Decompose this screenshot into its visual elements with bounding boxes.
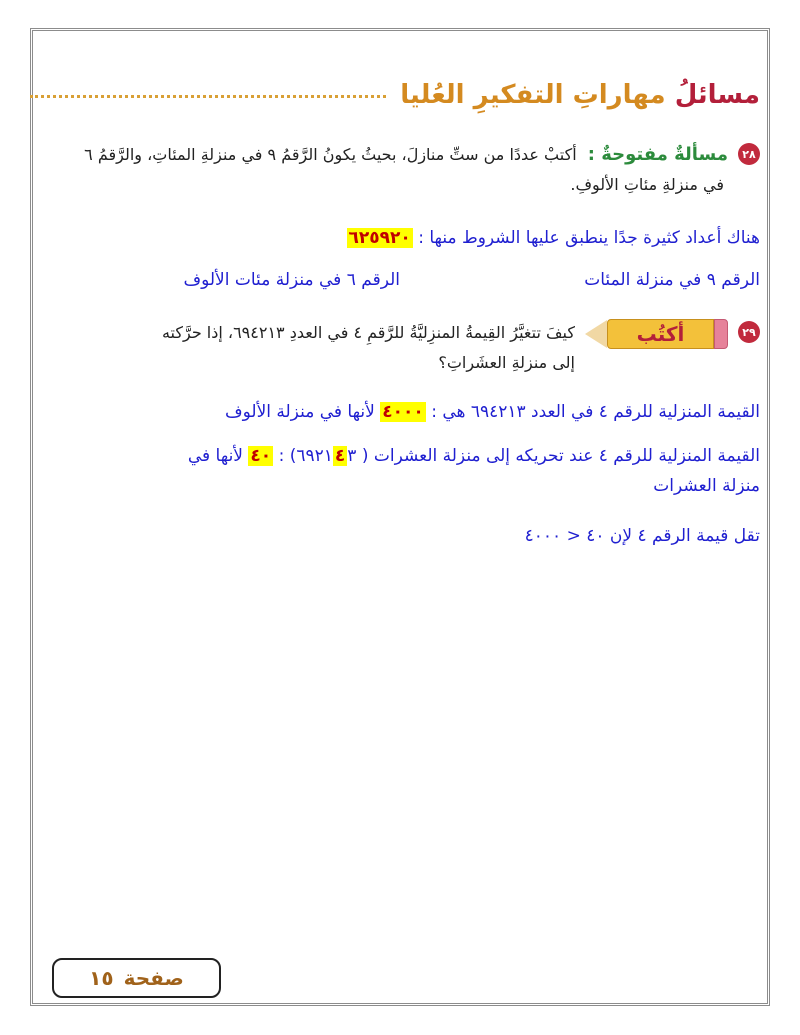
answer-28-note-right: الرقم ٩ في منزلة المئات: [584, 270, 760, 290]
question-label: مسألةٌ مفتوحةٌ :: [587, 144, 728, 165]
section-title-rest: مهاراتِ التفكيرِ العُليا: [400, 80, 666, 110]
page-number: ١٥: [89, 966, 114, 990]
question-number-badge: ٢٨: [738, 143, 760, 165]
question-text-line2: إلى منزلةِ العشَراتِ؟: [438, 353, 575, 372]
answer-29-line3: منزلة العشرات: [653, 476, 760, 496]
question-text-line1: كيفَ تتغيَّرُ القِيمةُ المنزِليَّةُ للرَّقمِ ٤ في العددِ ٦٩٤٢١٣، إذا حرَّكته: [161, 323, 575, 342]
digit-highlight: ٤: [334, 446, 346, 466]
answer-28-note-left: الرقم ٦ في منزلة مئات الألوف: [183, 270, 400, 290]
answer-29-line2: القيمة المنزلية للرقم ٤ عند تحريكه إلى منزلة العشرات ( ٦٩٢١٤٣) : ٤٠ لأنها في: [187, 446, 760, 466]
page-number-box: [52, 958, 221, 998]
section-title-first: مسائلُ: [674, 80, 760, 110]
question-28: [30, 140, 760, 200]
question-29: [30, 318, 760, 378]
question-number-badge: ٢٩: [738, 321, 760, 343]
answer-28-line1: هناك أعداد كثيرة جدًا ينطبق عليها الشروط منها : ٦٢٥٩٢٠: [348, 228, 760, 248]
section-title: [400, 80, 760, 110]
write-pencil-icon: [585, 318, 728, 350]
answer-29-line4: تقل قيمة الرقم ٤ لإن ٤٠ < ٤٠٠٠: [524, 526, 760, 546]
question-text-line2: في منزلةِ مئاتِ الألوفِ.: [570, 175, 724, 194]
answer-highlight: ٦٢٥٩٢٠: [348, 228, 411, 248]
answer-29-line1: القيمة المنزلية للرقم ٤ في العدد ٦٩٤٢١٣ هي : ٤٠٠٠ لأنها في منزلة الألوف: [224, 402, 760, 422]
question-text-line1: أكتبْ عددًا من ستِّ منازلَ، بحيثُ يكونُ الرَّقمُ ٩ في منزلةِ المئاتِ، والرَّقمُ ٦: [84, 145, 577, 164]
pencil-label: أكتُب: [607, 319, 714, 349]
answer-highlight: ٤٠٠٠: [382, 402, 424, 422]
page-word: صفحة: [123, 966, 184, 990]
section-header: [30, 75, 760, 115]
answer-highlight: ٤٠: [250, 446, 272, 466]
title-dotted-rule: [30, 93, 386, 98]
